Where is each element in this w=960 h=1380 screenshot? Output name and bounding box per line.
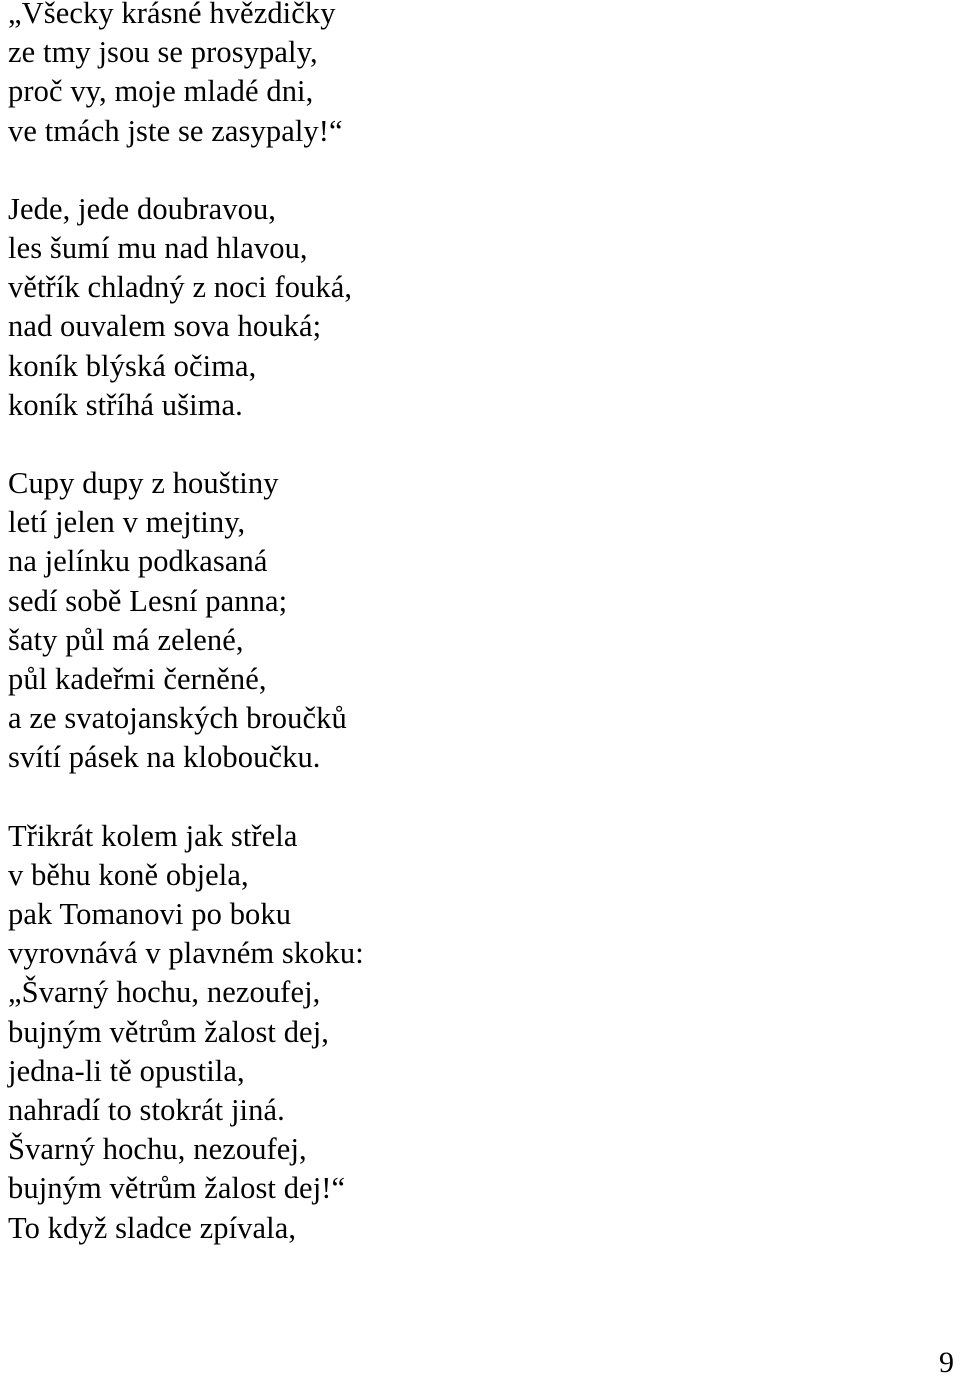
poem-line: nad ouvalem sova houká; xyxy=(8,309,322,344)
poem-line: půl kadeřmi černěné, xyxy=(8,662,267,697)
poem-line: To když sladce zpívala, xyxy=(8,1210,297,1245)
poem-line: letí jelen v mejtiny, xyxy=(8,505,246,540)
poem-line: Cupy dupy z houštiny xyxy=(8,466,279,501)
poem-line: „Švarný hochu, nezoufej, xyxy=(8,975,321,1010)
stanza xyxy=(8,817,908,1248)
poem-line: pak Tomanovi po boku xyxy=(8,897,292,932)
poem-text xyxy=(8,0,908,1287)
poem-line: sedí sobě Lesní panna; xyxy=(8,583,288,618)
poem-line: koník stříhá ušima. xyxy=(8,387,243,422)
poem-line: Jede, jede doubravou, xyxy=(8,191,277,226)
poem-line: v běhu koně objela, xyxy=(8,857,249,892)
poem-line: nahradí to stokrát jiná. xyxy=(8,1093,285,1128)
poem-line: na jelínku podkasaná xyxy=(8,544,268,579)
poem-line: bujným větrům žalost dej, xyxy=(8,1014,329,1049)
poem-line: proč vy, moje mladé dni, xyxy=(8,74,314,109)
poem-line: ve tmách jste se zasypaly!“ xyxy=(8,113,343,148)
poem-line: „Všecky krásné hvězdičky xyxy=(8,0,336,30)
poem-line: ze tmy jsou se prosypaly, xyxy=(8,35,318,70)
poem-line: svítí pásek na kloboučku. xyxy=(8,740,321,775)
poem-line: vyrovnává v plavném skoku: xyxy=(8,936,364,971)
stanza xyxy=(8,190,908,425)
page-number: 9 xyxy=(939,1346,954,1379)
poem-line: jedna-li tě opustila, xyxy=(8,1053,245,1088)
poem-line: les šumí mu nad hlavou, xyxy=(8,231,308,266)
stanza xyxy=(8,0,908,151)
poem-line: Švarný hochu, nezoufej, xyxy=(8,1132,307,1167)
poem-line: koník blýská očima, xyxy=(8,348,257,383)
poem-line: Třikrát kolem jak střela xyxy=(8,818,298,853)
poem-line: šaty půl má zelené, xyxy=(8,622,244,657)
poem-line: bujným větrům žalost dej!“ xyxy=(8,1171,346,1206)
poem-line: větřík chladný z noci fouká, xyxy=(8,270,353,305)
poem-line: a ze svatojanských broučků xyxy=(8,701,347,736)
stanza xyxy=(8,464,908,778)
